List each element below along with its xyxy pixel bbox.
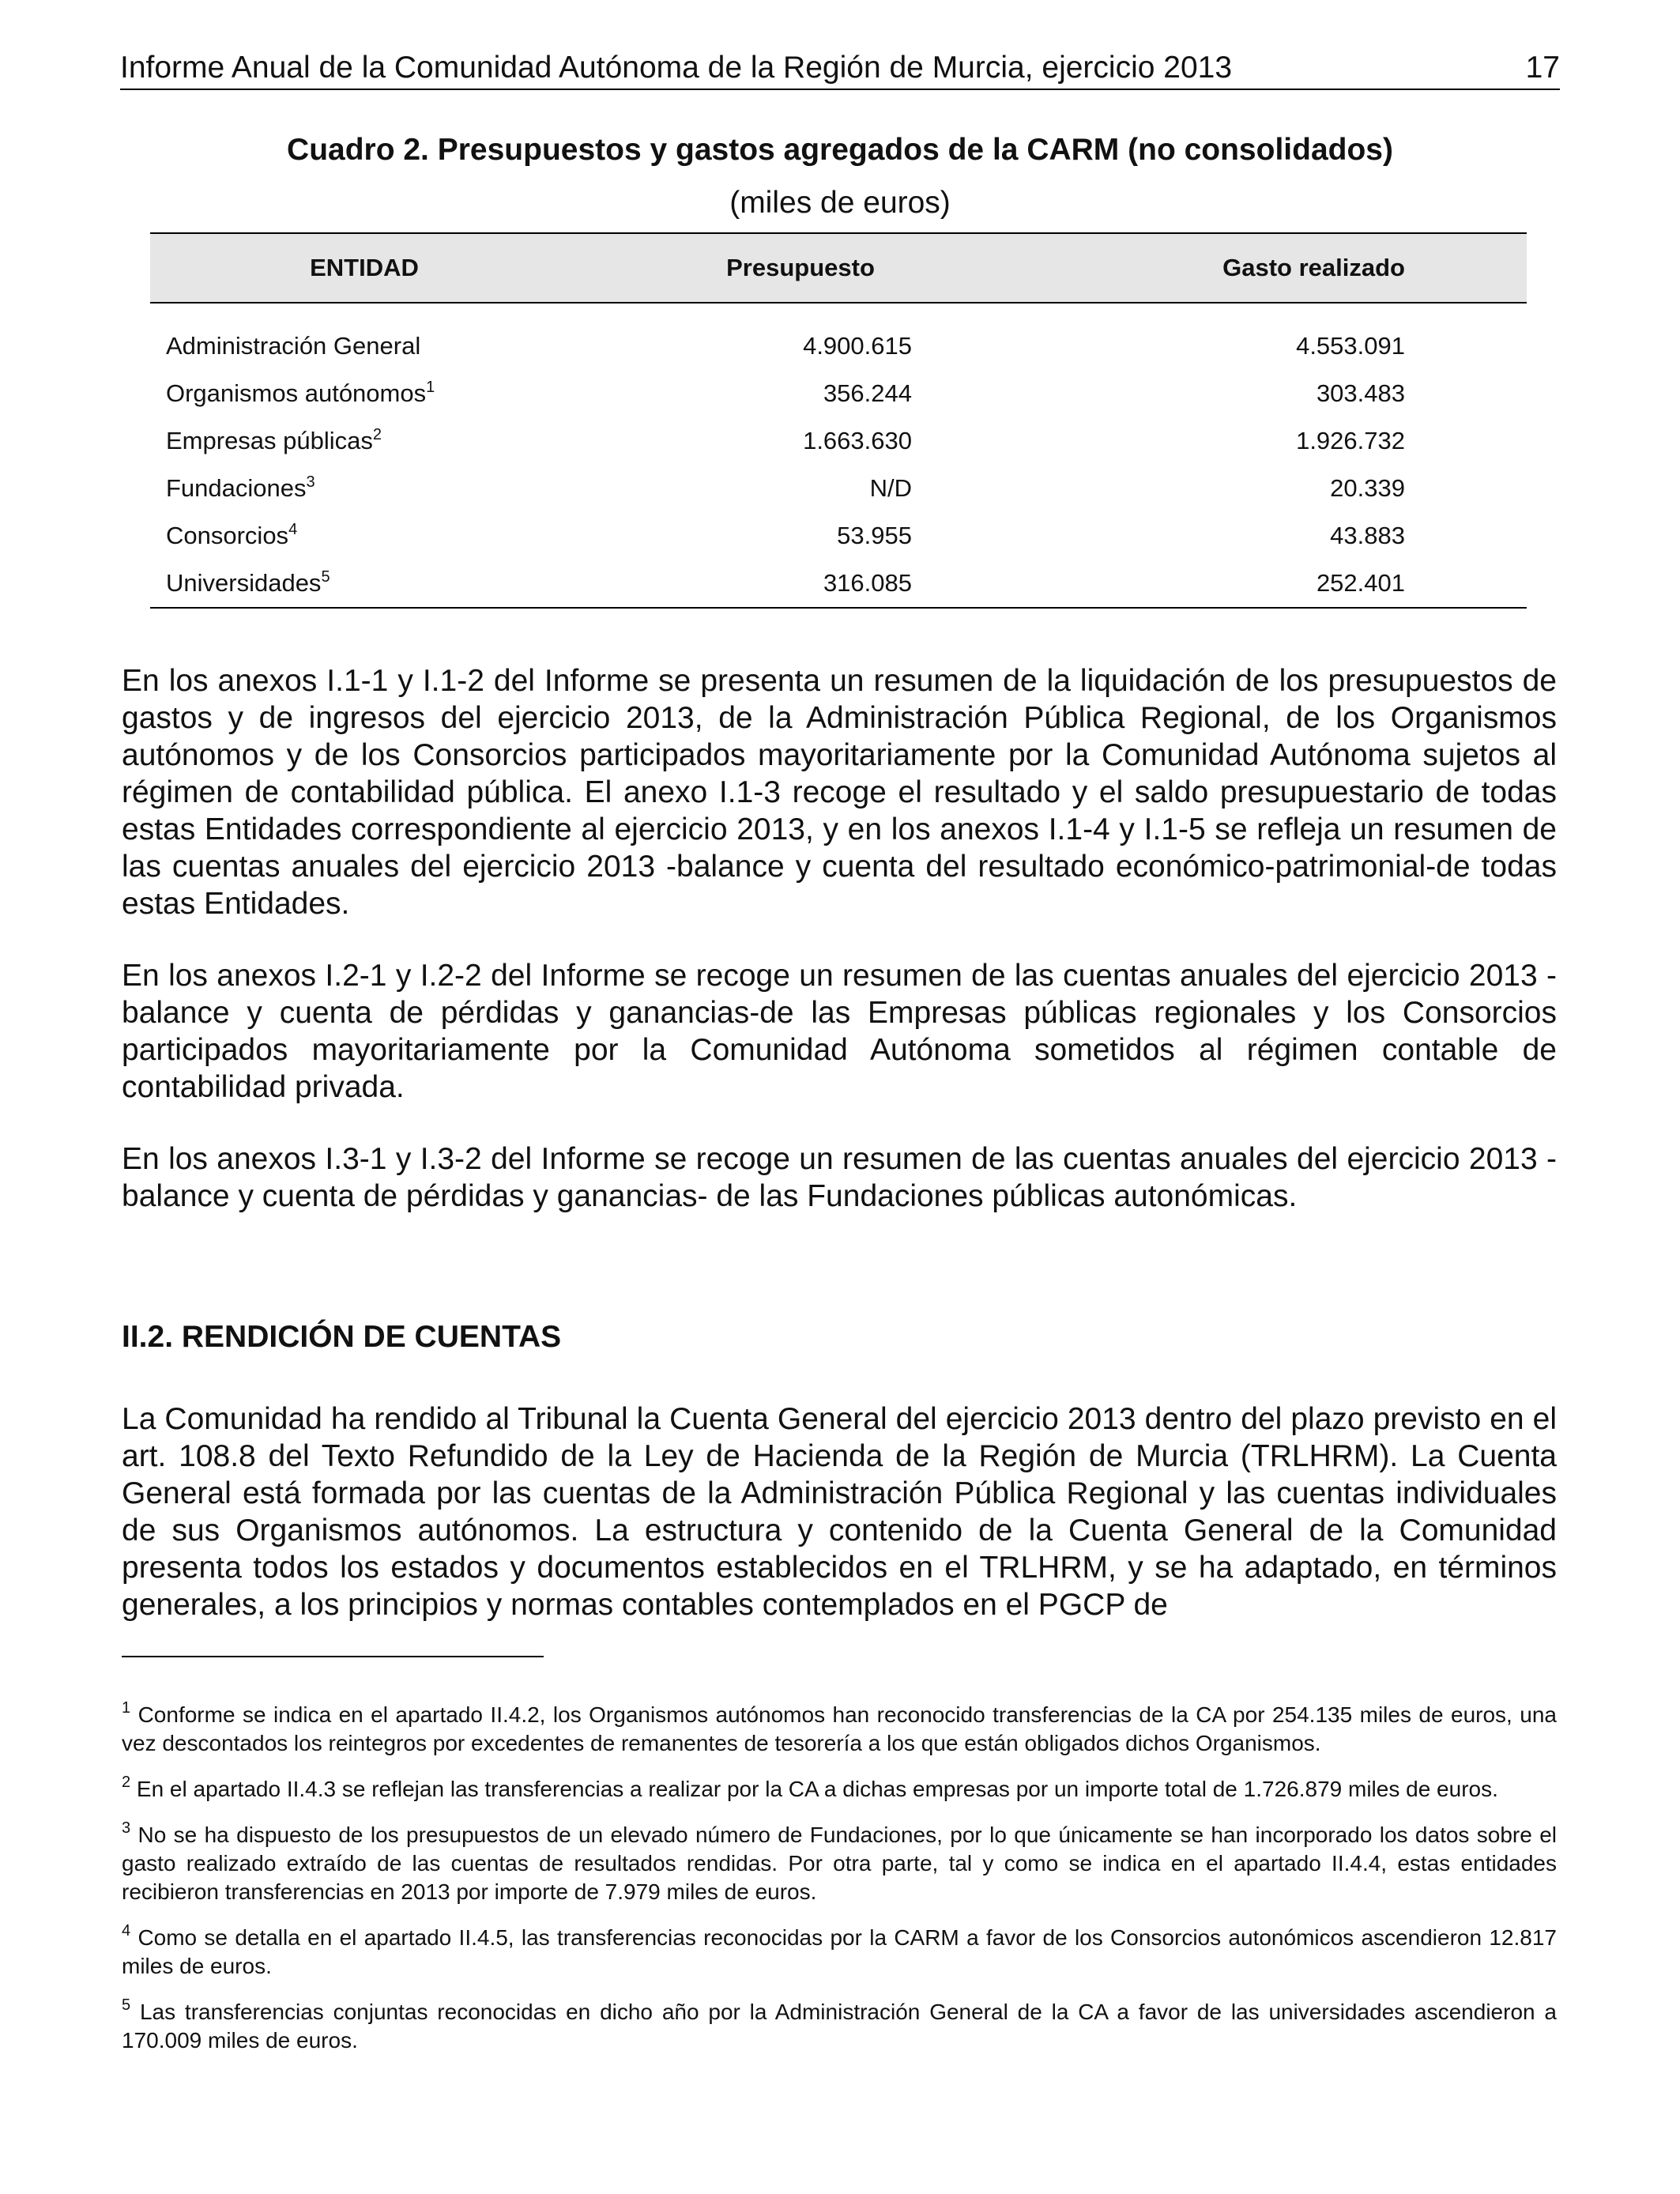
footnote-separator <box>122 1656 544 1657</box>
footnote-text: No se ha dispuesto de los presupuestos de un elevado número de Fundaciones, por lo que únicamente se han incorporado los datos sobre el gasto realizado extraído de las cuentas de resultados rendidas. Por otra parte, tal y como se indica en el apartado II.4.4, estas entidades recibieron transferencias en 2013 por importe de 7.979 miles de euros. <box>122 1823 1557 1904</box>
budget-table-container <box>150 232 1527 609</box>
entity-cell <box>150 560 578 608</box>
table-row <box>150 370 1527 417</box>
spent-cell: 1.926.732 <box>1296 427 1405 454</box>
table-title: Cuadro 2. Presupuestos y gastos agregados de la CARM (no consolidados) <box>287 133 1393 167</box>
footnote <box>122 1998 1557 2055</box>
entity-name: Organismos autónomos <box>166 379 427 407</box>
footnote-number: 4 <box>122 1922 131 1940</box>
table-row <box>150 303 1527 370</box>
body-text <box>122 662 1557 1250</box>
entity-name: Empresas públicas <box>166 427 373 454</box>
table-subtitle: (miles de euros) <box>729 186 951 220</box>
column-header-entity: ENTIDAD <box>150 233 578 303</box>
budget-cell: 53.955 <box>837 522 912 549</box>
footnotes <box>122 1701 1557 2072</box>
spent-cell: 20.339 <box>1330 474 1405 502</box>
footnote-number: 5 <box>122 1996 131 2014</box>
entity-name: Universidades <box>166 569 322 597</box>
paragraph: En los anexos I.3-1 y I.3-2 del Informe se recoge un resumen de las cuentas anuales del ejercicio 2013 -balance y cuenta de pérdidas y ganancias- de las Fundaciones públicas autonómicas. <box>122 1142 1557 1213</box>
budget-cell: N/D <box>869 474 912 502</box>
table-row <box>150 417 1527 465</box>
footnote-text: Conforme se indica en el apartado II.4.2, los Organismos autónomos han reconocido transferencias de la CA por 254.135 miles de euros, una vez descontados los reintegros por excedentes de remanentes de tesorería a los que están obligados dichos Organismos. <box>122 1702 1557 1755</box>
budget-table <box>150 232 1527 609</box>
spent-cell: 4.553.091 <box>1296 332 1405 360</box>
table-row <box>150 512 1527 560</box>
paragraph: En los anexos I.2-1 y I.2-2 del Informe se recoge un resumen de las cuentas anuales del ejercicio 2013 -balance y cuenta de pérdidas y ganancias-de las Empresas públicas regionales y los Consorcios participados mayoritariamente por la Comunidad Autónoma sometidos al régimen contable de contabilidad privada. <box>122 959 1557 1104</box>
budget-cell: 4.900.615 <box>803 332 912 360</box>
entity-cell <box>150 303 578 370</box>
entity-name: Administración General <box>166 332 421 360</box>
entity-name: Consorcios <box>166 522 289 549</box>
footnote-number: 3 <box>122 1819 131 1837</box>
footnote <box>122 1924 1557 1981</box>
footnote <box>122 1775 1557 1804</box>
entity-name: Fundaciones <box>166 474 307 502</box>
footnote-number: 1 <box>122 1699 131 1717</box>
footnote-ref: 4 <box>288 521 298 538</box>
paragraph: La Comunidad ha rendido al Tribunal la Cuenta General del ejercicio 2013 dentro del plazo previsto en el art. 108.8 del Texto Refundido de la Ley de Hacienda de la Región de Murcia (TRLHRM). La Cuenta General está formada por las cuentas de la Administración Pública Regional y las cuentas individuales de sus Organismos autónomos. La estructura y contenido de la Cuenta General de la Comunidad presenta todos los estados y documentos establecidos en el TRLHRM, y se ha adaptado, en términos generales, a los principios y normas contables contemplados en el PGCP de <box>122 1402 1557 1622</box>
spent-cell: 303.483 <box>1316 379 1405 407</box>
table-header-row <box>150 233 1527 303</box>
entity-cell <box>150 465 578 512</box>
page-number: 17 <box>1525 51 1560 85</box>
table-row <box>150 465 1527 512</box>
footnote-text: Como se detalla en el apartado II.4.5, las transferencias reconocidas por la CARM a favor de los Consorcios autonómicos ascendieron 12.817 miles de euros. <box>122 1925 1557 1978</box>
section-body <box>122 1400 1557 1658</box>
entity-cell <box>150 512 578 560</box>
budget-cell: 356.244 <box>823 379 912 407</box>
column-header-spent: Gasto realizado <box>1023 233 1527 303</box>
column-header-budget: Presupuesto <box>578 233 1023 303</box>
footnote <box>122 1701 1557 1758</box>
page-header <box>120 46 1560 90</box>
footnote-ref: 2 <box>372 426 382 443</box>
budget-cell: 316.085 <box>578 560 1023 608</box>
entity-cell <box>150 370 578 417</box>
document-title: Informe Anual de la Comunidad Autónoma de la Región de Murcia, ejercicio 2013 <box>120 51 1233 85</box>
footnote-text: En el apartado II.4.3 se reflejan las transferencias a realizar por la CA a dichas empresas por un importe total de 1.726.879 miles de euros. <box>136 1777 1498 1801</box>
footnote <box>122 1821 1557 1906</box>
paragraph: En los anexos I.1-1 y I.1-2 del Informe se presenta un resumen de la liquidación de los presupuestos de gastos y de ingresos del ejercicio 2013, de la Administración Pública Regional, de los Organismos autónomos y de los Consorcios participados mayoritariamente por la Comunidad Autónoma sujetos al régimen de contabilidad pública. El anexo I.1-3 recoge el resultado y el saldo presupuestario de todas estas Entidades correspondiente al ejercicio 2013, y en los anexos I.1-4 y I.1-5 se refleja un resumen de las cuentas anuales del ejercicio 2013 -balance y cuenta del resultado económico-patrimonial-de todas estas Entidades. <box>122 664 1557 921</box>
spent-cell: 43.883 <box>1330 522 1405 549</box>
section-heading: II.2. RENDICIÓN DE CUENTAS <box>122 1320 562 1354</box>
table-row <box>150 560 1527 608</box>
footnote-text: Las transferencias conjuntas reconocidas en dicho año por la Administración General de la CA a favor de las universidades ascendieron a 170.009 miles de euros. <box>122 2000 1557 2053</box>
spent-cell: 252.401 <box>1023 560 1527 608</box>
footnote-ref: 3 <box>306 473 315 491</box>
footnote-number: 2 <box>122 1774 131 1791</box>
entity-cell <box>150 417 578 465</box>
footnote-ref: 1 <box>426 379 435 396</box>
budget-cell: 1.663.630 <box>803 427 912 454</box>
footnote-ref: 5 <box>321 568 330 586</box>
